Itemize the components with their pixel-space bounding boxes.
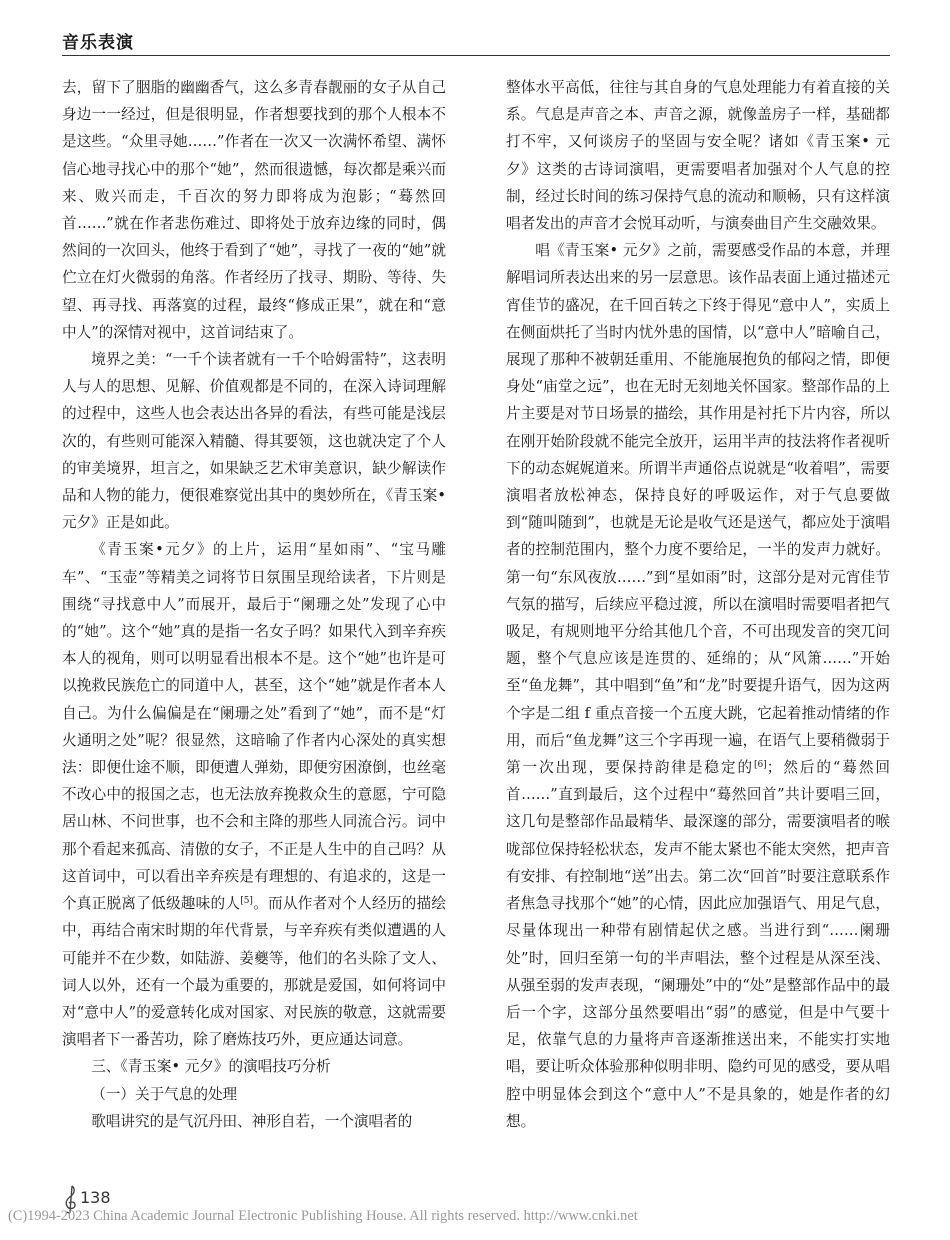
- body-paragraph: [62, 536, 446, 1053]
- subsection-heading: （一）关于气息的处理: [91, 1085, 238, 1103]
- header-divider: [62, 55, 890, 56]
- journal-section-title: 音乐表演: [62, 33, 134, 53]
- paragraph-text: 境界之美：“一千个读者就有一千个哈姆雷特”，这表明人与人的思想、见解、价值观都是不同的，在深入诗词理解的过程中，这些人也会表达出各异的看法，有些可能是浅层次的，有些则可能深入精髓、得其要领，这也就决定了个人的审美境界，坦言之，如果缺乏艺术审美意识，缺少解读作品和人物的能力，便很难察觉出其中的奥妙所在，《青玉案• 元夕》正是如此。: [62, 351, 446, 532]
- running-header: [62, 20, 890, 56]
- citation-6: [6]: [754, 760, 767, 771]
- body-paragraph: [62, 74, 446, 346]
- paragraph-text: 去，留下了胭脂的幽幽香气，这么多青春靓丽的女子从自己身边一一经过，但是很明显，作者想要找到的那个人根本不是这些。“众里寻她……”作者在一次又一次满怀希望、满怀信心地寻找心中的那个“她”，然而很遗憾，每次都是乘兴而来、败兴而走，千百次的努力即将成为泡影；“蓦然回首……”就在作者悲伤难过、即将处于放弃边缘的同时，偶然间的一次回头，他终于看到了“她”，寻找了一夜的“她”就伫立在灯火微弱的角落。作者经历了找寻、期盼、等待、失望、再寻找、再落寞的过程，最终“修成正果”，就在和“意中人”的深情对视中，这首词结束了。: [62, 79, 446, 341]
- paragraph-text: 整体水平高低，往往与其自身的气息处理能力有着直接的关系。气息是声音之本、声音之源，就像盖房子一样，基础都打不牢，又何谈房子的坚固与安全呢？诸如《青玉案• 元夕》这类的古诗词演唱，更需要唱者加强对个人气息的控制，经过长时间的练习保持气息的流动和顺畅，只有这样演唱者发出的声音才会悦耳动听，与演奏曲目产生交融效果。: [506, 79, 890, 233]
- paragraph-text: ；然后的“蓦然回首……”直到最后，这个过程中“蓦然回首”共计要唱三回，这几句是整部作品最精华、最深邃的部分，需要演唱者的喉咙部位保持轻松状态，发声不能太紧也不能太突然，把声音有安排、有控制地“送”出去。第二次“回首”时要注意联系作者焦急寻找那个“她”的心情，因此应加强语气、用足气息，尽量体现出一种带有剧情起伏之感。当进行到“……阑珊处”时，回归至第一句的半声唱法，整个过程是从深至浅、从强至弱的发声表现，“阑珊处”中的“处”是整部作品中的最后一个字，这部分虽然要唱出“弱”的感觉，但是中气要十足，依靠气息的力量将声音逐渐推送出来，不能实打实地唱，要让听众体验那种似明非明、隐约可见的感受，要从唱腔中明显体会到这个“意中人”不是具象的，她是作者的幻想。: [506, 759, 890, 1130]
- body-paragraph: [506, 237, 890, 1135]
- section-heading: 三、《青玉案• 元夕》的演唱技巧分析: [91, 1058, 331, 1076]
- citation-5: [5]: [240, 896, 253, 907]
- body-paragraph: [62, 346, 446, 536]
- paragraph-text: 。而从作者对个人经历的描绘中，再结合南宋时期的年代背景，与辛弃疾有类似遭遇的人可能并不在少数，如陆游、姜夔等，他们的名头除了文人、词人以外，还有一个最为重要的，那就是爱国，如何将词中对“意中人”的爱意转化成对国家、对民族的敬意，这就需要演唱者下一番苦功，除了磨炼技巧外，更应通达词意。: [62, 895, 446, 1049]
- left-column: [62, 74, 446, 1135]
- page-footer: [0, 1180, 950, 1240]
- body-paragraph: [506, 74, 890, 237]
- right-column: [506, 74, 890, 1135]
- page-number: 138: [80, 1188, 111, 1207]
- copyright-watermark: (C)1994-2023 China Academic Journal Electronic Publishing House. All rights reserved. http://www.cnki.net: [8, 1208, 638, 1224]
- paragraph-text: 《青玉案•元夕》的上片，运用“星如雨”、“宝马雕车”、“玉壶”等精美之词将节日氛围呈现给读者，下片则是围绕“寻找意中人”而展开，最后于“阑珊之处”发现了心中的“她”。这个“她”真的是指一名女子吗？如果代入到辛弃疾本人的视角，则可以明显看出根本不是。这个“她”也许是可以挽救民族危亡的同道中人，甚至，这个“她”就是作者本人自己。为什么偏偏是在“阑珊之处”看到了“她”，而不是“灯火通明之处”呢？很显然，这暗喻了作者内心深处的真实想法：即便仕途不顺，即便遭人弹劾，即便穷困潦倒，也丝毫不改心中的报国之志，也无法放弃挽救众生的意愿，宁可隐居山林、不问世事，也不会和主降的那些人同流合污。词中那个看起来孤高、清傲的女子，不正是人生中的自己吗？从这首词中，可以看出辛弃疾是有理想的、有追求的，这是一个真正脱离了低级趣味的人: [62, 541, 446, 913]
- body-paragraph: 歌唱讲究的是气沉丹田、神形自若，一个演唱者的: [91, 1112, 413, 1130]
- paragraph-text: 唱《青玉案• 元夕》之前，需要感受作品的本意，并理解唱词所表达出来的另一层意思。该作品表面上通过描述元宵佳节的盛况，在千回百转之下终于得见“意中人”，实质上在侧面烘托了当时内忧外患的国情，以“意中人”暗喻自己，展现了那种不被朝廷重用、不能施展抱负的郁闷之情，即便身处“庙堂之远”，也在无时无刻地关怀国家。整部作品的上片主要是对节日场景的描绘，其作用是衬托下片内容，所以在刚开始阶段就不能完全放开，运用半声的技法将作者视听下的动态娓娓道来。所谓半声通俗点说就是“收着唱”，需要演唱者放松神态，保持良好的呼吸运作，对于气息要做到“随叫随到”，也就是无论是收气还是送气，都应处于演唱者的控制范围内，整个力度不要给足，一半的发声力就好。第一句“东风夜放……”到“星如雨”时，这部分是对元宵佳节气氛的描写，后续应平稳过渡，所以在演唱时需要唱者把气吸足，有规则地平分给其他几个音，不可出现发音的突兀问题，整个气息应该是连贯的、延绵的；从“风箫……”开始至“鱼龙舞”，其中唱到“鱼”和“龙”时要提升语气，因为这两个字是二组 f 重点音接一个五度大跳，它起着推动情绪的作用，而后“鱼龙舞”这三个字再现一遍，在语气上要稍微弱于第一次出现，要保持韵律是稳定的: [506, 242, 890, 777]
